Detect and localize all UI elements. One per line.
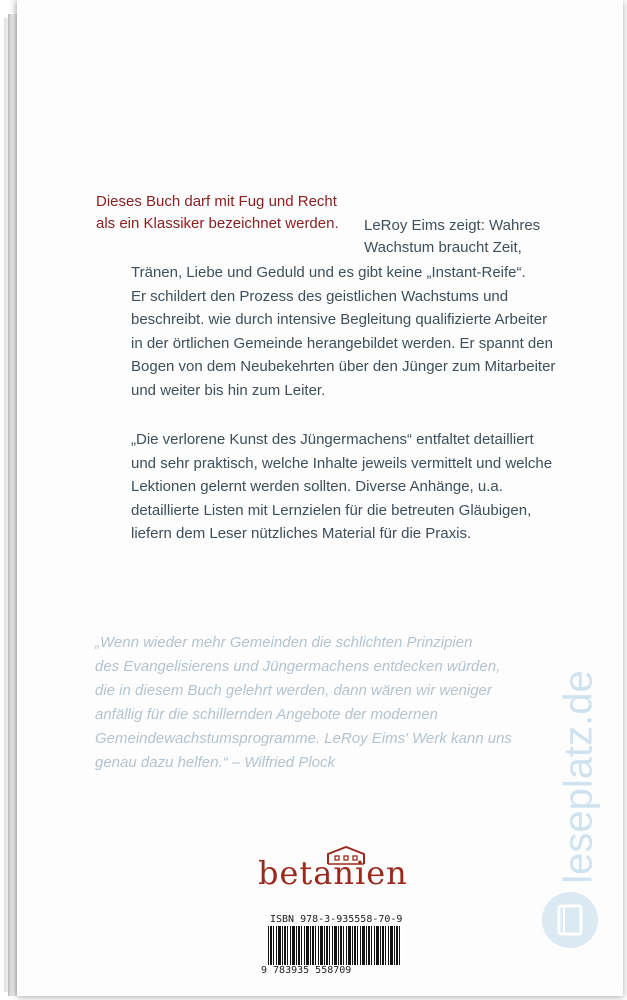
quote-line: „Wenn wieder mehr Gemeinden die schlichten Prinzipien [95, 634, 473, 651]
book-icon [540, 890, 600, 950]
paragraph-line: Er schildert den Prozess des geistlichen Wachstums und [131, 287, 509, 305]
publisher-logo [258, 846, 428, 896]
paragraph-line: und sehr praktisch, welche Inhalte jeweils vermittelt und welche [131, 454, 553, 472]
paragraph-line: Bogen von dem Neubekehrten über den Jünger zum Mitarbeiter [131, 358, 556, 375]
quote-line: genau dazu helfen.“ – Wilfried Plock [95, 754, 335, 771]
lead-text [96, 191, 356, 235]
publisher-name: betanien [258, 854, 408, 892]
quote-line: Gemeindewachstumsprogramme. LeRoy Eims' Werk kann uns [95, 730, 512, 747]
barcode-digits: 9 783935 558709 [261, 965, 411, 976]
intro-text [364, 215, 604, 259]
quote-line: des Evangelisierens und Jüngermachens entdecken würden, [95, 658, 501, 675]
paragraph-line: Tränen, Liebe und Geduld und es gibt keine „Instant-Reife“. [131, 264, 526, 281]
lead-line: Dieses Buch darf mit Fug und Recht [96, 193, 337, 210]
intro-line: LeRoy Eims zeigt: Wahres [364, 217, 541, 234]
paragraph-line: Lektionen gelernt werden sollten. Diverse Anhänge, u.a. [131, 478, 503, 495]
paragraph-line: detaillierte Listen mit Lernzielen für die betreuten Gläubigen, [131, 501, 532, 519]
paragraph-line: liefern dem Leser nützliches Material für die Praxis. [131, 525, 472, 542]
description-paragraph-1 [131, 261, 601, 402]
description-paragraph-2 [131, 428, 601, 546]
paragraph-line: und weiter bis hin zum Leiter. [131, 381, 326, 399]
paragraph-line: in der örtlichen Gemeinde herangebildet werden. Er spannt den [131, 334, 553, 352]
quote-line: die in diesem Buch gelehrt werden, dann wären wir weniger [95, 682, 492, 699]
endorsement-quote [95, 631, 595, 775]
paragraph-line: „Die verlorene Kunst des Jüngermachens“ entfaltet detailliert [131, 431, 534, 448]
lead-line: als ein Klassiker bezeichnet werden. [96, 215, 339, 232]
isbn-label: ISBN 978-3-935558-70-9 [270, 914, 403, 925]
watermark-text: leseplatz.de [556, 670, 601, 884]
barcode [268, 926, 402, 968]
paragraph-line: beschreibt. wie durch intensive Begleitung qualifizierte Arbeiter [131, 311, 548, 328]
intro-line: Wachstum braucht Zeit, [364, 239, 522, 256]
quote-line: anfällig für die schillernden Angebote der modernen [95, 706, 439, 723]
watermark [548, 652, 610, 902]
